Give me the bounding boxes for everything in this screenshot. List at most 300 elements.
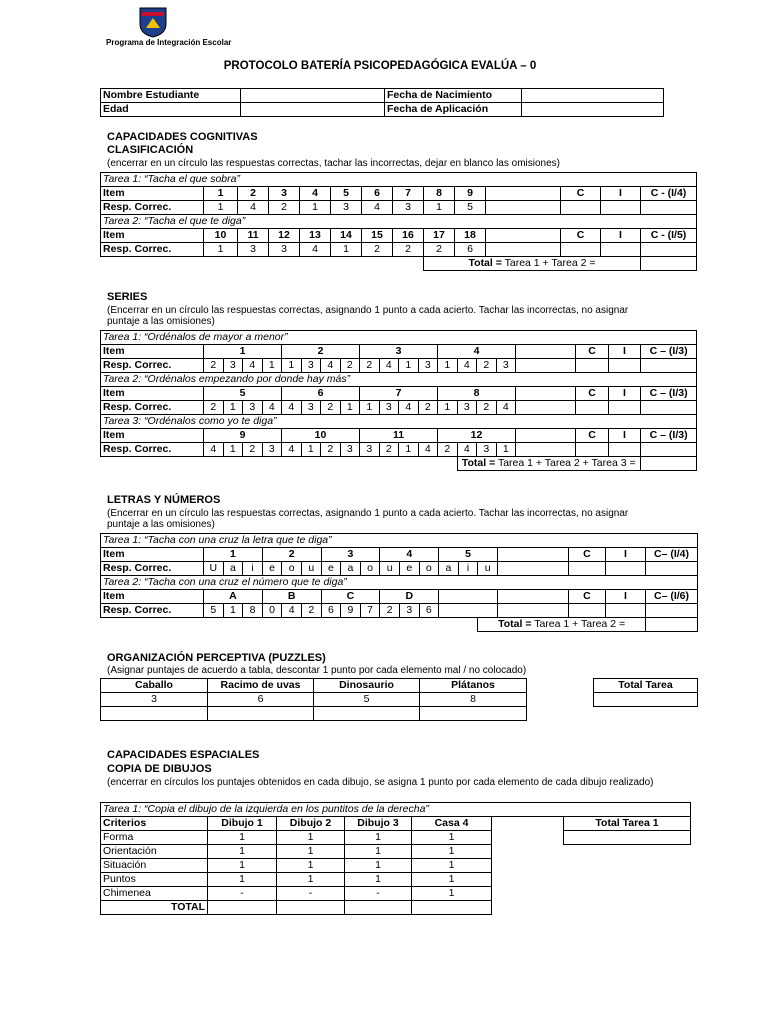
correct-response[interactable]: 6	[455, 243, 486, 257]
correct-response[interactable]: 4	[204, 443, 224, 457]
total-field[interactable]	[412, 901, 492, 915]
spacer-cell	[516, 429, 576, 443]
criteria-header: Dibujo 3	[345, 817, 412, 831]
correct-response[interactable]: 4	[321, 359, 341, 373]
program-name: Programa de Integración Escolar	[106, 38, 232, 47]
puzzle-max-score: 3	[101, 693, 208, 707]
correct-response[interactable]: 3	[301, 401, 321, 415]
correct-response[interactable]: 6	[321, 604, 341, 618]
spacer-cell	[497, 562, 568, 576]
criteria-score[interactable]: 1	[208, 873, 277, 887]
correct-response[interactable]: 2	[379, 443, 399, 457]
item-number: A	[204, 590, 263, 604]
correct-response[interactable]: 1	[204, 201, 238, 215]
correct-response[interactable]: u	[301, 562, 321, 576]
item-number: 1	[204, 345, 282, 359]
blank	[101, 618, 478, 632]
blank	[492, 887, 564, 901]
section-heading-series: SERIES	[107, 291, 148, 303]
total-field[interactable]	[345, 901, 412, 915]
total-formula: Total = Tarea 1 + Tarea 2 + Tarea 3 =	[457, 457, 641, 471]
c-score-field[interactable]	[576, 359, 609, 373]
c-score-field[interactable]	[568, 604, 605, 618]
criteria-score[interactable]: 1	[412, 859, 492, 873]
c-score-field[interactable]	[561, 243, 601, 257]
total-label: TOTAL	[101, 901, 208, 915]
correct-response[interactable]: 2	[418, 401, 438, 415]
i-score-field[interactable]	[605, 562, 645, 576]
task-title: Tarea 1: “Tacha el que sobra”	[101, 173, 697, 187]
criteria-score[interactable]: 1	[412, 831, 492, 845]
puzzle-score-field[interactable]	[420, 707, 527, 721]
item-number: 9	[455, 187, 486, 201]
correct-response[interactable]: 1	[262, 359, 282, 373]
student-info-table	[100, 88, 664, 117]
c-header: C	[576, 387, 609, 401]
i-header: I	[601, 229, 641, 243]
c-score-field[interactable]	[568, 562, 605, 576]
blank	[492, 817, 564, 831]
correct-response[interactable]: 3	[243, 401, 263, 415]
i-header: I	[601, 187, 641, 201]
correct-response[interactable]: e	[262, 562, 282, 576]
item-label: Item	[101, 387, 204, 401]
score-formula: C – (I/3)	[641, 345, 697, 359]
blank	[527, 679, 594, 693]
correct-response[interactable]: 2	[362, 243, 393, 257]
item-number: 3	[321, 548, 380, 562]
item-number: 9	[204, 429, 282, 443]
section-heading-puzzles: ORGANIZACIÓN PERCEPTIVA (PUZZLES)	[107, 652, 326, 664]
puzzles-note: (Asignar puntajes de acuerdo a tabla, descontar 1 punto por cada elemento mal / no colocado)	[107, 665, 527, 676]
blank	[564, 845, 691, 859]
correct-response[interactable]: 3	[457, 401, 477, 415]
correct-response[interactable]: 1	[399, 359, 419, 373]
criteria-score[interactable]: 1	[208, 845, 277, 859]
task-title: Tarea 3: “Ordénalos como yo te diga”	[101, 415, 697, 429]
correct-response[interactable]: 4	[379, 359, 399, 373]
correct-response[interactable]: o	[360, 562, 380, 576]
item-label: Item	[101, 548, 204, 562]
spacer-cell	[486, 187, 561, 201]
puzzle-max-score: 8	[420, 693, 527, 707]
correct-response[interactable]: 3	[238, 243, 269, 257]
student-name-label: Nombre Estudiante	[101, 89, 241, 103]
criteria-score[interactable]: 1	[345, 873, 412, 887]
formula-score-field[interactable]	[645, 604, 697, 618]
page-title: PROTOCOLO BATERÍA PSICOPEDAGÓGICA EVALÚA – 0	[223, 60, 537, 72]
letters-table	[100, 533, 698, 632]
correct-response[interactable]: 4	[282, 443, 302, 457]
resp-label: Resp. Correc.	[101, 243, 204, 257]
total-score-field[interactable]	[641, 457, 697, 471]
blank	[101, 457, 458, 471]
blank	[101, 257, 424, 271]
spacer-cell	[439, 590, 498, 604]
item-number: 4	[300, 187, 331, 201]
blank	[564, 873, 691, 887]
correct-response[interactable]: U	[204, 562, 224, 576]
task-title: Tarea 1: “Ordénalos de mayor a menor”	[101, 331, 697, 345]
correct-response[interactable]: 2	[243, 443, 263, 457]
item-number: 6	[282, 387, 360, 401]
letters-note: (Encerrar en un círculo las respuestas correctas, asignando 1 punto a cada acierto. Tachar las incorrectas, no asignar puntaje a las omisiones)	[107, 508, 629, 530]
puzzle-score-field[interactable]	[101, 707, 208, 721]
correct-response[interactable]: 1	[424, 201, 455, 215]
item-number: 7	[393, 187, 424, 201]
i-header: I	[609, 387, 641, 401]
formula-score-field[interactable]	[641, 359, 697, 373]
task-title: Tarea 2: “Tacha el que te diga”	[101, 215, 697, 229]
i-header: I	[605, 548, 645, 562]
item-number: 3	[269, 187, 300, 201]
score-formula: C - (I/5)	[641, 229, 697, 243]
correct-response[interactable]: 4	[399, 401, 419, 415]
correct-response[interactable]: 2	[269, 201, 300, 215]
blank	[492, 901, 564, 915]
total-score-field[interactable]	[645, 618, 697, 632]
item-number: 13	[300, 229, 331, 243]
spacer-cell	[486, 229, 561, 243]
criteria-score[interactable]: -	[208, 887, 277, 901]
correct-response[interactable]: o	[282, 562, 302, 576]
criteria-score[interactable]: 1	[208, 831, 277, 845]
correct-response[interactable]: 3	[262, 443, 282, 457]
item-number: 12	[269, 229, 300, 243]
blank	[564, 901, 691, 915]
correct-response[interactable]: 5	[455, 201, 486, 215]
series-note: (Encerrar en un círculo las respuestas correctas, asignando 1 punto a cada acierto. Tachar las incorrectas, no asignar puntaje a las omisiones)	[107, 305, 629, 327]
item-label: Item	[101, 345, 204, 359]
c-header: C	[576, 429, 609, 443]
item-number: 3	[360, 345, 438, 359]
correct-response[interactable]: 1	[438, 359, 458, 373]
total-task-header: Total Tarea 1	[564, 817, 691, 831]
school-logo	[138, 6, 168, 38]
c-header: C	[561, 187, 601, 201]
item-number: 18	[455, 229, 486, 243]
total-task-field[interactable]	[564, 831, 691, 845]
correct-response[interactable]: 1	[223, 604, 243, 618]
criteria-label: Puntos	[101, 873, 208, 887]
dob-field[interactable]	[522, 89, 664, 103]
item-number: 1	[204, 187, 238, 201]
spacer-cell	[497, 548, 568, 562]
dob-label: Fecha de Nacimiento	[385, 89, 522, 103]
correct-response[interactable]: 2	[380, 604, 400, 618]
item-number: 10	[204, 229, 238, 243]
correct-response[interactable]: 3	[477, 443, 497, 457]
criteria-score[interactable]: -	[277, 887, 345, 901]
spatial-note: (encerrar en círculos los puntajes obtenidos en cada dibujo, se asigna 1 punto por cada elemento de cada dibujo realizado)	[107, 777, 654, 788]
i-score-field[interactable]	[609, 443, 641, 457]
criteria-score[interactable]: 1	[412, 845, 492, 859]
correct-response[interactable]: 2	[360, 359, 380, 373]
correct-response[interactable]: 1	[301, 443, 321, 457]
item-number: 2	[238, 187, 269, 201]
correct-response[interactable]: e	[321, 562, 341, 576]
formula-score-field[interactable]	[641, 201, 697, 215]
spacer-cell	[439, 604, 498, 618]
correct-response[interactable]: 2	[477, 401, 497, 415]
item-number: 1	[204, 548, 263, 562]
score-formula: C - (I/4)	[641, 187, 697, 201]
total-task-header: Total Tarea	[594, 679, 698, 693]
item-number: 6	[362, 187, 393, 201]
correct-response[interactable]: 3	[223, 359, 243, 373]
correct-response[interactable]: 2	[301, 604, 321, 618]
total-formula: Total = Tarea 1 + Tarea 2 =	[424, 257, 641, 271]
correct-response[interactable]: 6	[419, 604, 439, 618]
criteria-score[interactable]: 1	[208, 859, 277, 873]
criteria-score[interactable]: 1	[277, 831, 345, 845]
copia-dibujos-table	[100, 802, 691, 915]
puzzle-header: Caballo	[101, 679, 208, 693]
blank	[564, 887, 691, 901]
correct-response[interactable]: 4	[282, 604, 302, 618]
criteria-score[interactable]: 1	[345, 859, 412, 873]
i-score-field[interactable]	[601, 243, 641, 257]
item-number: 16	[393, 229, 424, 243]
correct-response[interactable]: 2	[340, 359, 360, 373]
series-table	[100, 330, 697, 471]
criteria-score[interactable]: 1	[345, 831, 412, 845]
criteria-score[interactable]: 1	[345, 845, 412, 859]
correct-response[interactable]: 3	[331, 201, 362, 215]
spacer-cell	[497, 604, 568, 618]
score-formula: C– (I/6)	[645, 590, 697, 604]
criteria-score[interactable]: 1	[412, 887, 492, 901]
item-number: C	[321, 590, 380, 604]
section-heading-cognitive: CAPACIDADES COGNITIVAS	[107, 131, 258, 143]
spacer-cell	[486, 201, 561, 215]
correct-response[interactable]: o	[419, 562, 439, 576]
spacer-cell	[486, 243, 561, 257]
c-score-field[interactable]	[561, 201, 601, 215]
c-header: C	[576, 345, 609, 359]
blank	[492, 859, 564, 873]
task-title: Tarea 1: “Tacha con una cruz la letra que te diga”	[101, 534, 698, 548]
correct-response[interactable]: 2	[204, 401, 224, 415]
i-score-field[interactable]	[609, 401, 641, 415]
correct-response[interactable]: 1	[340, 401, 360, 415]
clasificacion-table	[100, 172, 697, 271]
correct-response[interactable]: 4	[418, 443, 438, 457]
correct-response[interactable]: 4	[243, 359, 263, 373]
correct-response[interactable]: 3	[496, 359, 516, 373]
correct-response[interactable]: a	[439, 562, 459, 576]
correct-response[interactable]: 4	[238, 201, 269, 215]
i-score-field[interactable]	[609, 359, 641, 373]
c-header: C	[561, 229, 601, 243]
total-field[interactable]	[208, 901, 277, 915]
spacer-cell	[516, 345, 576, 359]
formula-score-field[interactable]	[641, 401, 697, 415]
item-number: 12	[438, 429, 516, 443]
correct-response[interactable]: 4	[496, 401, 516, 415]
i-score-field[interactable]	[601, 201, 641, 215]
spacer-cell	[516, 387, 576, 401]
formula-score-field[interactable]	[641, 243, 697, 257]
correct-response[interactable]: 2	[393, 243, 424, 257]
item-number: B	[262, 590, 321, 604]
item-label: Item	[101, 590, 204, 604]
correct-response[interactable]: 1	[282, 359, 302, 373]
correct-response[interactable]: 3	[418, 359, 438, 373]
item-number: 14	[331, 229, 362, 243]
correct-response[interactable]: 2	[438, 443, 458, 457]
resp-label: Resp. Correc.	[101, 604, 204, 618]
c-score-field[interactable]	[576, 401, 609, 415]
correct-response[interactable]: 4	[362, 201, 393, 215]
criteria-label: Chimenea	[101, 887, 208, 901]
criteria-header: Criterios	[101, 817, 208, 831]
i-header: I	[605, 590, 645, 604]
blank	[527, 693, 594, 707]
spacer-cell	[516, 401, 576, 415]
section-subheading-copia: COPIA DE DIBUJOS	[107, 763, 212, 775]
puzzle-header: Racimo de uvas	[208, 679, 314, 693]
blank	[492, 845, 564, 859]
item-label: Item	[101, 429, 204, 443]
item-number: 4	[380, 548, 439, 562]
puzzle-score-field[interactable]	[208, 707, 314, 721]
correct-response[interactable]: 2	[321, 401, 341, 415]
resp-label: Resp. Correc.	[101, 562, 204, 576]
correct-response[interactable]: 3	[399, 604, 419, 618]
task-title: Tarea 2: “Tacha con una cruz el número que te diga”	[101, 576, 698, 590]
total-score-field[interactable]	[641, 257, 697, 271]
criteria-score[interactable]: 1	[277, 845, 345, 859]
correct-response[interactable]: 2	[424, 243, 455, 257]
spacer-cell	[516, 443, 576, 457]
c-header: C	[568, 590, 605, 604]
criteria-label: Forma	[101, 831, 208, 845]
blank	[492, 873, 564, 887]
correct-response[interactable]: i	[243, 562, 263, 576]
correct-response[interactable]: 3	[393, 201, 424, 215]
i-score-field[interactable]	[605, 604, 645, 618]
correct-response[interactable]: 1	[438, 401, 458, 415]
correct-response[interactable]: 2	[204, 359, 224, 373]
correct-response[interactable]: 1	[300, 201, 331, 215]
blank	[564, 859, 691, 873]
puzzle-header: Dinosaurio	[314, 679, 420, 693]
correct-response[interactable]: a	[341, 562, 361, 576]
age-field[interactable]	[241, 103, 385, 117]
correct-response[interactable]: 0	[262, 604, 282, 618]
c-header: C	[568, 548, 605, 562]
task-title: Tarea 1: “Copia el dibujo de la izquierda en los puntitos de la derecha”	[101, 803, 691, 817]
criteria-header: Dibujo 2	[277, 817, 345, 831]
item-number: 7	[360, 387, 438, 401]
correct-response[interactable]: 8	[243, 604, 263, 618]
correct-response[interactable]: 1	[360, 401, 380, 415]
total-formula: Total = Tarea 1 + Tarea 2 =	[478, 618, 646, 632]
correct-response[interactable]: u	[478, 562, 498, 576]
criteria-score[interactable]: 1	[277, 873, 345, 887]
blank	[594, 707, 698, 721]
correct-response[interactable]: 2	[321, 443, 341, 457]
i-header: I	[609, 345, 641, 359]
correct-response[interactable]: 3	[301, 359, 321, 373]
correct-response[interactable]: 3	[269, 243, 300, 257]
formula-score-field[interactable]	[645, 562, 697, 576]
puzzle-score-field[interactable]	[314, 707, 420, 721]
puzzle-max-score: 5	[314, 693, 420, 707]
item-number: 10	[282, 429, 360, 443]
resp-label: Resp. Correc.	[101, 201, 204, 215]
correct-response[interactable]: 1	[204, 243, 238, 257]
item-number: 17	[424, 229, 455, 243]
correct-response[interactable]: 3	[340, 443, 360, 457]
total-task-field[interactable]	[594, 693, 698, 707]
correct-response[interactable]: 3	[379, 401, 399, 415]
correct-response[interactable]: 4	[457, 359, 477, 373]
item-number: D	[380, 590, 439, 604]
section-heading-letters: LETRAS Y NÚMEROS	[107, 494, 221, 506]
correct-response[interactable]: u	[380, 562, 400, 576]
application-date-label: Fecha de Aplicación	[385, 103, 522, 117]
correct-response[interactable]: 4	[457, 443, 477, 457]
item-number: 15	[362, 229, 393, 243]
application-date-field[interactable]	[522, 103, 664, 117]
score-formula: C – (I/3)	[641, 429, 697, 443]
criteria-score[interactable]: 1	[277, 859, 345, 873]
correct-response[interactable]: 4	[300, 243, 331, 257]
item-number: 8	[438, 387, 516, 401]
criteria-score[interactable]: 1	[412, 873, 492, 887]
age-label: Edad	[101, 103, 241, 117]
item-number: 2	[262, 548, 321, 562]
clasificacion-note: (encerrar en un círculo las respuestas correctas, tachar las incorrectas, dejar en blanco las omisiones)	[107, 158, 560, 169]
correct-response[interactable]: 7	[360, 604, 380, 618]
blank	[527, 707, 594, 721]
correct-response[interactable]: 1	[223, 401, 243, 415]
criteria-header: Casa 4	[412, 817, 492, 831]
blank	[492, 831, 564, 845]
item-number: 5	[204, 387, 282, 401]
spacer-cell	[516, 359, 576, 373]
criteria-header: Dibujo 1	[208, 817, 277, 831]
item-number: 11	[360, 429, 438, 443]
correct-response[interactable]: 1	[399, 443, 419, 457]
criteria-score[interactable]: -	[345, 887, 412, 901]
criteria-label: Situación	[101, 859, 208, 873]
resp-label: Resp. Correc.	[101, 401, 204, 415]
correct-response[interactable]: 2	[477, 359, 497, 373]
correct-response[interactable]: 4	[282, 401, 302, 415]
correct-response[interactable]: 5	[204, 604, 224, 618]
puzzle-max-score: 6	[208, 693, 314, 707]
formula-score-field[interactable]	[641, 443, 697, 457]
total-field[interactable]	[277, 901, 345, 915]
correct-response[interactable]: 9	[341, 604, 361, 618]
c-score-field[interactable]	[576, 443, 609, 457]
correct-response[interactable]: e	[399, 562, 419, 576]
item-number: 5	[439, 548, 498, 562]
correct-response[interactable]: 1	[223, 443, 243, 457]
correct-response[interactable]: 3	[360, 443, 380, 457]
section-subheading-clasificacion: CLASIFICACIÓN	[107, 144, 194, 156]
correct-response[interactable]: a	[223, 562, 243, 576]
score-formula: C – (I/3)	[641, 387, 697, 401]
correct-response[interactable]: 1	[496, 443, 516, 457]
correct-response[interactable]: 4	[262, 401, 282, 415]
correct-response[interactable]: 1	[331, 243, 362, 257]
correct-response[interactable]: i	[458, 562, 478, 576]
student-name-field[interactable]	[241, 89, 385, 103]
